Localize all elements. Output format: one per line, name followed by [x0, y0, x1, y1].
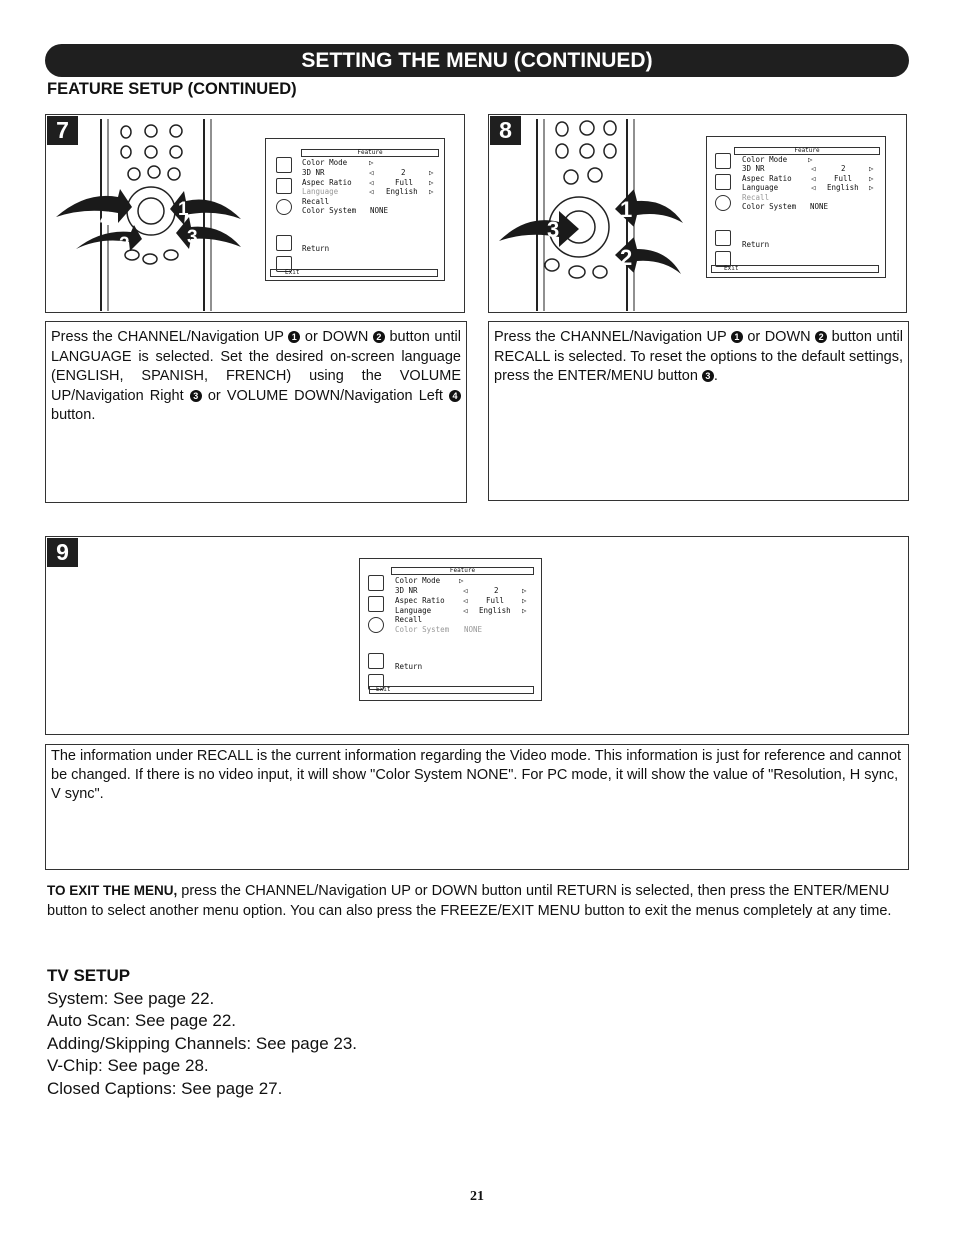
menu-value-3d-nr: 2 [401, 168, 406, 177]
arrow-right-icon: ▷ [869, 183, 874, 192]
menu-value-color-system: NONE [370, 206, 389, 215]
menu-value-aspect: Full [834, 174, 853, 183]
feature-menu-screen [265, 138, 445, 281]
remote-illustration [497, 119, 693, 311]
menu-item-color-mode: Color Mode [742, 155, 788, 164]
callout-2: 2 [119, 234, 130, 255]
arrow-left-icon: ◁ [369, 168, 374, 177]
menu-item-recall: Recall [302, 197, 330, 206]
setup-icon [276, 235, 292, 251]
tv-setup [47, 965, 357, 1100]
section-subtitle: FEATURE SETUP (CONTINUED) [47, 80, 297, 98]
sound-icon [368, 596, 384, 612]
setup-icon [368, 653, 384, 669]
arrow-left-icon: ◁ [463, 586, 468, 595]
page-number: 21 [470, 1189, 484, 1204]
menu-value-aspect: Full [486, 596, 505, 605]
menu-title: Feature [301, 149, 439, 157]
exit-note-heading: TO EXIT THE MENU, [47, 883, 178, 898]
menu-item-aspect: Aspec Ratio [395, 596, 445, 605]
arrow-left-icon: ◁ [811, 174, 816, 183]
menu-value-aspect: Full [395, 178, 414, 187]
callout-2: 2 [620, 245, 633, 270]
sound-icon [715, 174, 731, 190]
menu-item-return: Return [302, 244, 330, 253]
step-7-figure [45, 114, 465, 313]
menu-item-color-mode: Color Mode [302, 158, 348, 167]
arrow-right-icon: ▷ [369, 158, 374, 167]
circled-4: 4 [449, 390, 461, 402]
callout-1: 1 [178, 199, 189, 220]
arrow-right-icon: ▷ [808, 155, 813, 164]
arrow-right-icon: ▷ [869, 174, 874, 183]
circled-3: 3 [702, 370, 714, 382]
step-9-description: The information under RECALL is the current information regarding the Video mode. This information is just for reference and cannot be changed. If there is no video input, it will show "Color System NONE". For PC mode, it will show the value of "Resolution, H sync, V sync". [45, 744, 909, 870]
menu-value-color-system: NONE [810, 202, 829, 211]
tv-setup-line: V-Chip: See page 28. [47, 1056, 209, 1075]
step-8-description: Press the CHANNEL/Navigation UP 1 or DOWN 2 button until RECALL is selected. To reset the options to the default settings, press the ENTER/MENU button 3 . [488, 321, 909, 501]
menu-title: Feature [391, 567, 534, 575]
sound-icon [276, 178, 292, 194]
tv-setup-line: Adding/Skipping Channels: See page 23. [47, 1033, 358, 1053]
menu-item-return: Return [395, 662, 423, 671]
step-number: 7 [47, 116, 78, 145]
arrow-left-icon: ◁ [811, 183, 816, 192]
callout-3: 3 [547, 217, 560, 242]
tv-setup-line: System: See page 22. [47, 988, 215, 1008]
arrow-right-icon: ▷ [522, 596, 527, 605]
arrow-left-icon: ◁ [369, 187, 374, 196]
menu-item-color-system: Color System [395, 625, 450, 634]
menu-item-language: Language [395, 606, 432, 615]
menu-title: Feature [734, 147, 880, 155]
feature-icon [368, 617, 384, 633]
tv-setup-line: Closed Captions: See page 27. [47, 1078, 283, 1098]
arrow-right-icon: ▷ [869, 164, 874, 173]
menu-item-color-system: Color System [742, 202, 797, 211]
menu-value-3d-nr: 2 [494, 586, 499, 595]
step-7-description: Press the CHANNEL/Navigation UP 1 or DOWN 2 button until LANGUAGE is selected. Set the desired on-screen language (ENGLISH, SPANISH, FRENCH) using the VOLUME UP/Navigation Right 3 or VOLUME DOWN/Navigation Left 4 button. [45, 321, 467, 503]
menu-item-recall: Recall [395, 615, 423, 624]
arrow-right-icon: ▷ [522, 606, 527, 615]
menu-exit: Exit [270, 269, 438, 277]
arrow-right-icon: ▷ [522, 586, 527, 595]
menu-exit: Exit [711, 265, 879, 273]
menu-item-return: Return [742, 240, 770, 249]
step-9-figure [45, 536, 909, 735]
arrow-right-icon: ▷ [429, 168, 434, 177]
picture-icon [276, 157, 292, 173]
arrow-right-icon: ▷ [429, 178, 434, 187]
tv-setup-title: TV SETUP [47, 966, 131, 985]
circled-1: 1 [288, 331, 300, 343]
arrow-left-icon: ◁ [463, 596, 468, 605]
step-number: 8 [490, 116, 521, 145]
menu-value-color-system: NONE [464, 625, 483, 634]
callout-3: 3 [187, 227, 198, 248]
circled-2: 2 [815, 331, 827, 343]
menu-item-language: Language [742, 183, 779, 192]
menu-item-recall: Recall [742, 193, 770, 202]
circled-1: 1 [731, 331, 743, 343]
circled-3: 3 [190, 390, 202, 402]
menu-value-language: English [827, 183, 859, 192]
menu-item-color-system: Color System [302, 206, 357, 215]
menu-item-3d-nr: 3D NR [395, 586, 418, 595]
callout-4: 4 [100, 209, 111, 230]
menu-item-aspect: Aspec Ratio [742, 174, 792, 183]
step-8-figure [488, 114, 907, 313]
section-banner: SETTING THE MENU (CONTINUED) [45, 44, 909, 77]
arrow-right-icon: ▷ [459, 576, 464, 585]
menu-value-3d-nr: 2 [841, 164, 846, 173]
arrow-right-icon: ▷ [429, 187, 434, 196]
menu-value-language: English [479, 606, 511, 615]
picture-icon [715, 153, 731, 169]
step-number: 9 [47, 538, 78, 567]
menu-item-language: Language [302, 187, 339, 196]
arrow-left-icon: ◁ [811, 164, 816, 173]
setup-icon [715, 230, 731, 246]
menu-item-3d-nr: 3D NR [742, 164, 765, 173]
feature-icon [276, 199, 292, 215]
callout-1: 1 [620, 197, 633, 222]
menu-item-aspect: Aspec Ratio [302, 178, 352, 187]
feature-menu-screen [706, 136, 886, 278]
remote-illustration [56, 119, 256, 311]
arrow-left-icon: ◁ [369, 178, 374, 187]
circled-2: 2 [373, 331, 385, 343]
tv-setup-line: Auto Scan: See page 22. [47, 1011, 237, 1030]
menu-value-language: English [386, 187, 418, 196]
feature-icon [715, 195, 731, 211]
menu-exit: Exit [369, 686, 534, 694]
exit-note-text: press the CHANNEL/Navigation UP or DOWN button until RETURN is selected, then press the ENTER/MENU button to select another menu option. You can also press the FREEZE/EXIT MENU button to exit the menus completely at any time. [47, 883, 892, 919]
menu-item-color-mode: Color Mode [395, 576, 441, 585]
feature-menu-screen [359, 558, 542, 701]
picture-icon [368, 575, 384, 591]
menu-item-3d-nr: 3D NR [302, 168, 325, 177]
arrow-left-icon: ◁ [463, 606, 468, 615]
exit-note [47, 881, 909, 921]
